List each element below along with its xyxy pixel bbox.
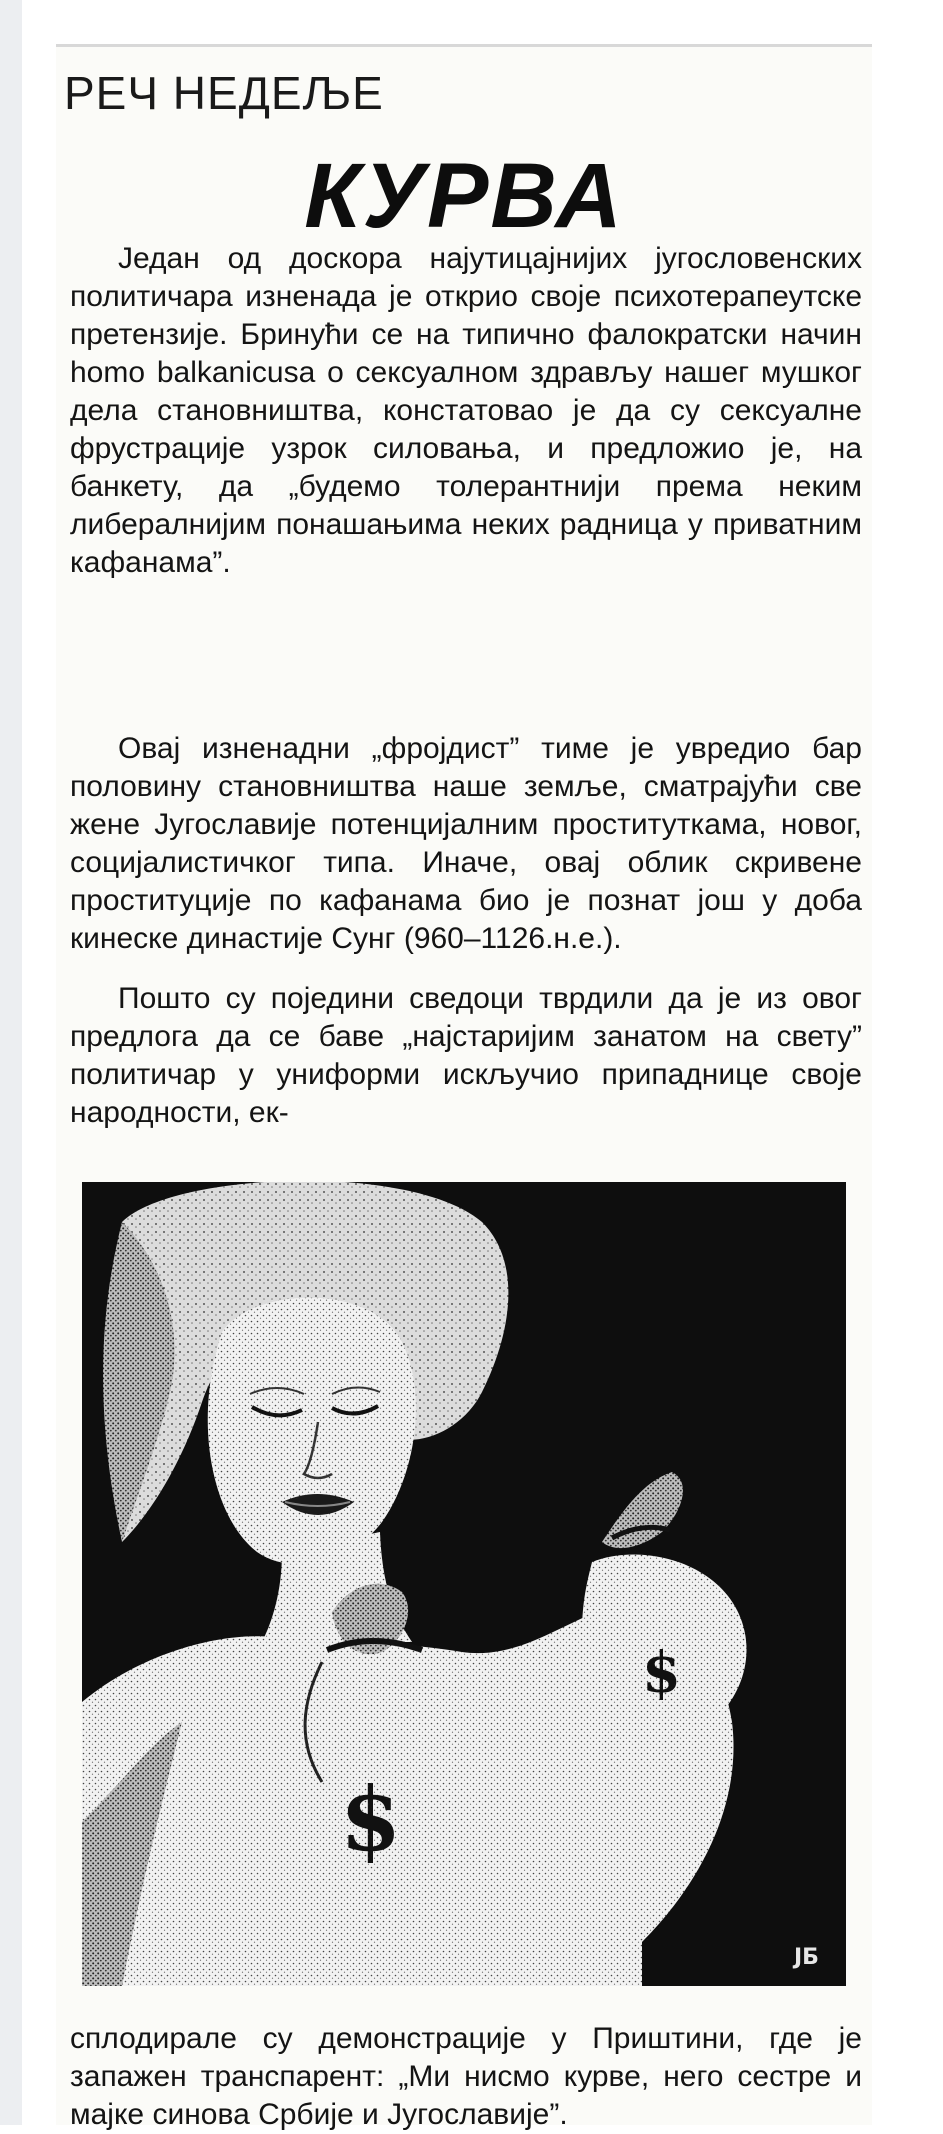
article-paragraph-2 (70, 730, 862, 958)
viewer-background-strip (0, 0, 22, 2125)
paragraph-text: Пошто су поједини сведоци тврдили да је из овог предлога да се баве „најстаријим занатом на свету” политичар у униформи искључио припаднице своје народности, ек- (70, 982, 862, 1129)
article-paragraph-4 (70, 2020, 862, 2134)
paragraph-text: Овај изненадни „фројдист” тиме је увредио бар половину становништва наше земље, сматрајући све жене Југославије потенцијалним проституткама, новог, социјалистичког типа. Иначе, овај облик скривене проституције по кафанама био је познат још у доба кинеске династије Сунг (960–1126.н.е.). (70, 732, 862, 955)
article-paragraph-3 (70, 980, 862, 1132)
dollar-sign-left: $ (340, 1767, 402, 1871)
top-rule (56, 44, 872, 47)
newspaper-clipping (56, 44, 872, 2131)
headline: КУРВА (304, 145, 624, 247)
paragraph-text: Један од доскора најутицајнијих југословенских политичара изненада је открио своје психотерапеутске претензије. Бринући се на типично фалократски начин homo balkanicusa о сексуалном здрављу нашег мушког дела становништва, констатовао је да су сексуалне фрустрације узрок силовања, и предложио је, на банкету, да „будемо толерантнији према неким либералнијим понашањима неких радница у приватним кафанама”. (70, 242, 862, 579)
artist-signature: ЈБ (794, 1945, 819, 1970)
dollar-sign-right: $ (642, 1640, 681, 1706)
paragraph-text: сплодирале су демонстрације у Приштини, где је запажен транспарент: „Ми нисмо курве, него сестре и мајке синова Србије и Југославије”. (70, 2022, 862, 2131)
article-paragraph-1 (70, 240, 862, 582)
woman-with-money-bags-illustration (82, 1182, 846, 1986)
column-label: РЕЧ НЕДЕЉЕ (64, 67, 384, 119)
